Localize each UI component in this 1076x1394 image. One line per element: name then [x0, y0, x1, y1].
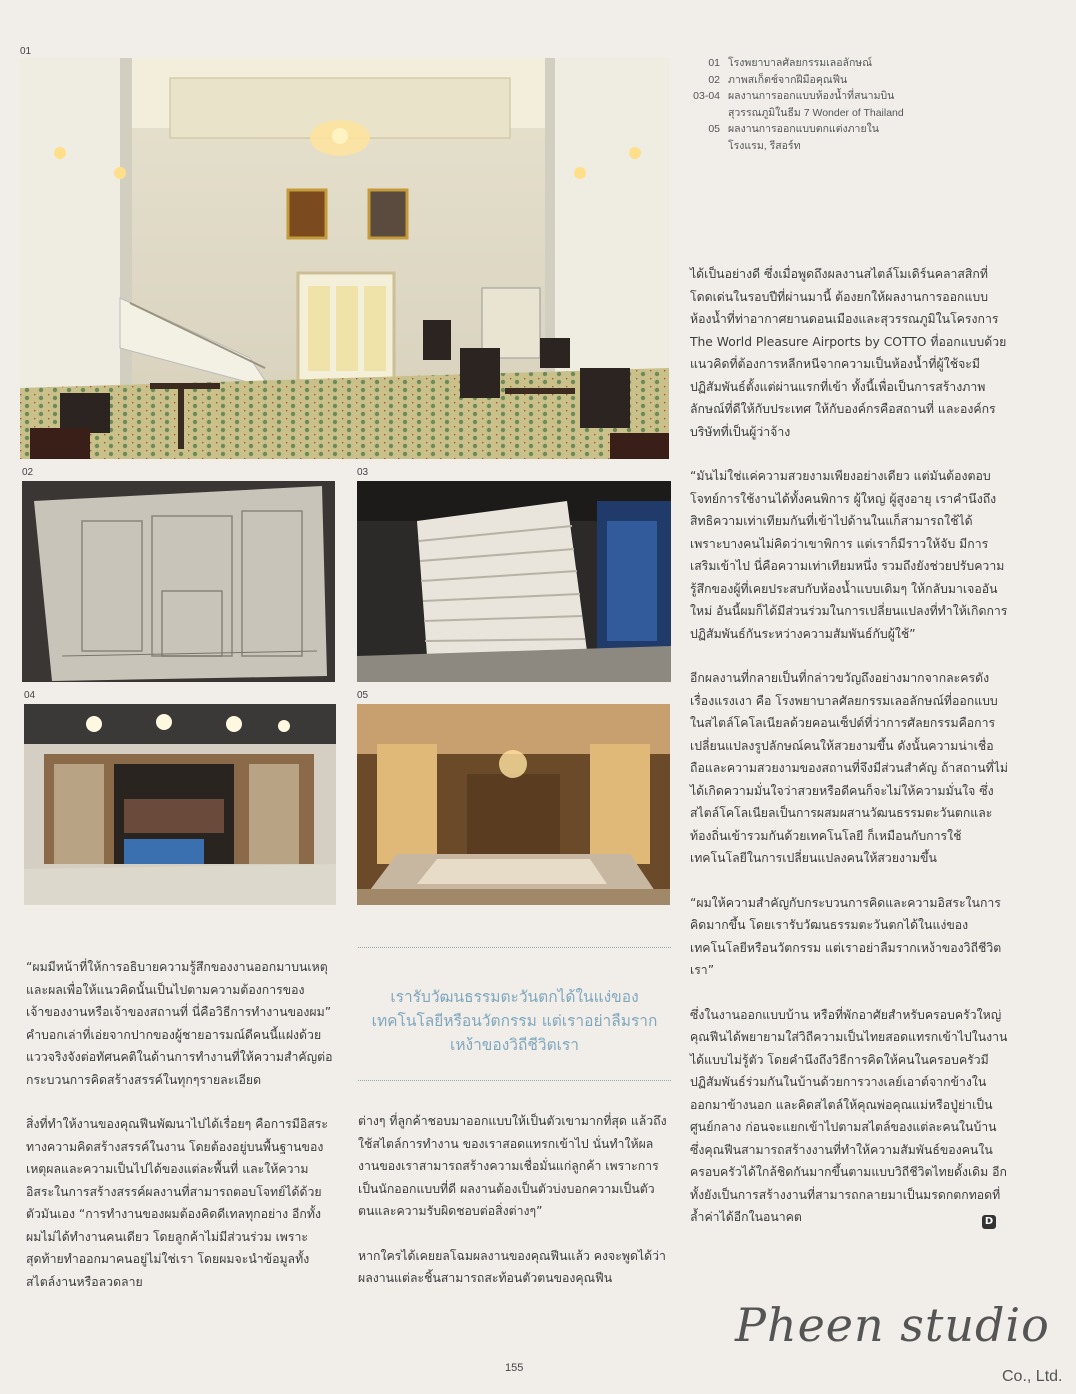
- page-number: 155: [505, 1362, 524, 1374]
- caption-number: 03-04: [693, 90, 720, 102]
- left-column: [26, 956, 336, 1293]
- article-paragraph: อีกผลงานที่กลายเป็นที่กล่าวขวัญถึงอย่างมากจากละครดังเรื่องแรงเงา คือ โรงพยาบาลศัลยกรรมเลอลักษณ์ที่ออกแบบในสไตล์โคโลเนียลด้วยคอนเซ็ปต์ที่ว่าการศัลยกรรมคือการเปลี่ยนแปลงรูปลักษณ์คนให้สวยงามขึ้น ดังนั้นความน่าเชื่อถือและความสวยงามของสถานที่จึงมีส่วนสำคัญ ถ้าสถานที่ไม่ได้เกิดความมั่นใจว่าสวยหรือดีคนก็จะไม่ให้ความมั่นใจ ซึ่งสไตล์โคโลเนียลเป็นการผสมผสานวัฒนธรรมตะวันตกและท้องถิ่นเข้ารวมกันด้วยเทคโนโลยี ก็เหมือนกับการใช้เทคโนโลยีในการเปลี่ยนแปลงคนให้สวยงามขึ้น: [690, 671, 1008, 865]
- caption-number: [680, 138, 728, 155]
- end-mark-icon: D: [982, 1215, 996, 1229]
- article-paragraph: “ผมมีหน้าที่ให้การอธิบายความรู้สึกของงานออกมาบนเหตุและผลเพื่อให้แนวคิดนั้นเป็นไปตามความต้องการของเจ้าของงานหรือเจ้าของสถานที่ นี่คือวิธีการทำงานของผม” คำบอกเล่าที่เอ่ยจากปากของผู้ชายอารมณ์ดีคนนี้แฝงด้วยแววจริงจังต่อทัศนคติในด้านการทำงานที่ให้ความสำคัญต่อกระบวนการคิดสร้างสรรค์ในทุกๆรายละเอียด: [26, 960, 333, 1087]
- caption-text: โรงพยาบาลศัลยกรรมเลอลักษณ์: [728, 57, 872, 69]
- photo-airport-shop: [24, 704, 336, 905]
- caption-text: ภาพสเก็ตช์จากฝีมือคุณฟีน: [728, 73, 848, 86]
- article-paragraph: สิ่งที่ทำให้งานของคุณฟีนพัฒนาไปได้เรื่อยๆ คือการมีอิสระทางความคิดสร้างสรรค์ในงาน โดยต้องอยู่บนพื้นฐานของเหตุผลและความเป็นไปได้ของแต่ละพื้นที่ และให้ความอิสระในการสร้างสรรค์ผลงานที่สามารถตอบโจทย์ได้ด้วยตัวมันเอง “การทำงานของผมต้องคิดดีเทลทุกอย่าง อีกทั้งผมไม่ได้ทำงานคนเดียว โดยลูกค้าไม่มีส่วนร่วม เพราะสุดท้ายทำออกมาคนอยู่ไม่ใช่เรา โดยผมจะนำข้อมูลทั้งสไตล์งานหรือลวดลาย: [26, 1117, 328, 1289]
- photo-sketch: [22, 481, 335, 682]
- article-paragraph: ซึ่งในงานออกแบบบ้าน หรือที่พักอาศัยสำหรับครอบครัวใหญ่ คุณฟีนได้พยายามใส่วิถีความเป็นไทยสอดแทรกเข้าไปในงานได้แบบไม่รู้ตัว โดยคำนึงถึงวิธีการคิดให้คนในครอบครัวมีปฏิสัมพันธ์ร่วมกันในบ้านด้วยการวางเลย์เอาต์จากข้างในออกมาข้างนอก และคิดสไตล์ให้คุณพ่อคุณแม่หรือปู่ย่าเป็นศูนย์กลาง ก่อนจะแยกเข้าไปตามสไตล์ของแต่ละคนในบ้าน ซึ่งคุณฟีนสามารถสร้างงานที่ทำให้ความสัมพันธ์ของคนในครอบครัวได้ใกล้ชิดกันมากขึ้นตามแบบวิถีชีวิตไทยดั้งเดิม อีกทั้งยังเป็นการสร้างงานที่สามารถกลายมาเป็นมรดกตกทอดที่ล้ำค่าได้อีกในอนาคต: [690, 1007, 1008, 1224]
- article-paragraph: “มันไม่ใช่แค่ความสวยงามเพียงอย่างเดียว แต่มันต้องตอบโจทย์การใช้งานได้ทั้งคนพิการ ผู้ใหญ่ ผู้สูงอายุ เราคำนึงถึงสิทธิความเท่าเทียมกันที่เข้าไปด้านในแก็สามารถใช้ได้ เพราะบางคนไม่คิดว่าเขาพิการ แต่เราก็มีราวให้จับ มีการเสริมเข้าไป นี่คือความเท่าเทียมหนึ่ง รวมถึงยังช่วยปรับความรู้สึกของผู้ที่เคยประสบกับห้องน้ำแบบเดิมๆ ให้กลับมาเจออันใหม่ อันนี้ผมก็ได้มีส่วนร่วมในการเปลี่ยนแปลงที่ทำให้เกิดการปฏิสัมพันธ์กันระหว่างความสัมพันธ์กับผู้ใช้”: [690, 469, 1008, 641]
- caption-text: ผลงานการออกแบบห้องน้ำที่สนามบิน: [728, 90, 895, 102]
- caption-number: 05: [708, 123, 720, 135]
- photo-hospital-lobby: [20, 58, 669, 459]
- photo-hotel-hall: [357, 704, 670, 905]
- studio-signature: Pheen studio: [735, 1298, 1050, 1352]
- pull-quote: เรารับวัฒนธรรมตะวันตกได้ในแง่ของเทคโนโลยีหรือนวัตกรรม แต่เราอย่าลืมรากเหง้าของวิถีชีวิตเรา: [371, 988, 658, 1054]
- divider: [358, 947, 671, 948]
- photo-label-01: 01: [20, 46, 32, 57]
- caption-number: [680, 105, 728, 122]
- photo-captions: [680, 55, 980, 154]
- caption-number: 01: [708, 57, 720, 69]
- caption-text: โรงแรม, รีสอร์ท: [728, 139, 801, 152]
- photo-label-03: 03: [357, 467, 369, 478]
- caption-text: ผลงานการออกแบบตกแต่งภายใน: [728, 123, 879, 135]
- middle-column: [358, 1110, 671, 1290]
- studio-suffix: Co., Ltd.: [1002, 1368, 1063, 1385]
- article-paragraph: “ผมให้ความสำคัญกับกระบวนการคิดและความอิสระในการคิดมากขึ้น โดยเรารับวัฒนธรรมตะวันตกได้ในแง่ของเทคโนโลยีหรือนวัตกรรม แต่เราอย่าลืมรากเหง้าของวิถีชีวิตเรา”: [690, 895, 1002, 977]
- article-paragraph: ต่างๆ ที่ลูกค้าชอบมาออกแบบให้เป็นตัวเขามากที่สุด แล้วถึงใช้สไตล์การทำงาน ของเราสอดแทรกเข้าไป นั่นทำให้ผลงานของเราสามารถสร้างความเชื่อมั่นแก่ลูกค้า เพราะการเป็นนักออกแบบที่ดี ผลงานต้องเป็นตัวบ่งบอกความเป็นตัวตนและความรับผิดชอบต่อสิ่งต่างๆ”: [358, 1114, 667, 1218]
- photo-label-04: 04: [24, 690, 36, 701]
- divider: [358, 1080, 671, 1081]
- photo-label-05: 05: [357, 690, 369, 701]
- photo-airport-restroom: [357, 481, 671, 682]
- photo-label-02: 02: [22, 467, 34, 478]
- caption-number: 02: [708, 73, 720, 86]
- article-paragraph: ได้เป็นอย่างดี ซึ่งเมื่อพูดถึงผลงานสไตล์โมเดิร์นคลาสสิกที่โดดเด่นในรอบปีที่ผ่านมานี้ ต้องยกให้ผลงานการออกแบบห้องน้ำที่ท่าอากาศยานดอนเมืองและสุวรรณภูมิในโครงการ The World Pleasure Airports by COTTO ที่ออกแบบด้วยแนวคิดที่ต้องการหลีกหนีจากความเป็นห้องน้ำที่ผู้ใช้จะมีปฏิสัมพันธ์ตั้งแต่ผ่านแรกที่เข้า ทั้งนี้เพื่อเป็นการสร้างภาพลักษณ์ที่ดีให้กับประเทศ ให้กับองค์กรคือสถานที่ และองค์กรบริษัทที่เป็นผู้ว่าจ้าง: [690, 267, 1007, 439]
- right-column: [690, 263, 1008, 1229]
- caption-text: สุวรรณภูมิในธีม 7 Wonder of Thailand: [728, 106, 904, 119]
- article-paragraph: หากใครได้เคยยลโฉมผลงานของคุณฟีนแล้ว คงจะพูดได้ว่าผลงานแต่ละชิ้นสามารถสะท้อนตัวตนของคุณฟีน: [358, 1248, 666, 1285]
